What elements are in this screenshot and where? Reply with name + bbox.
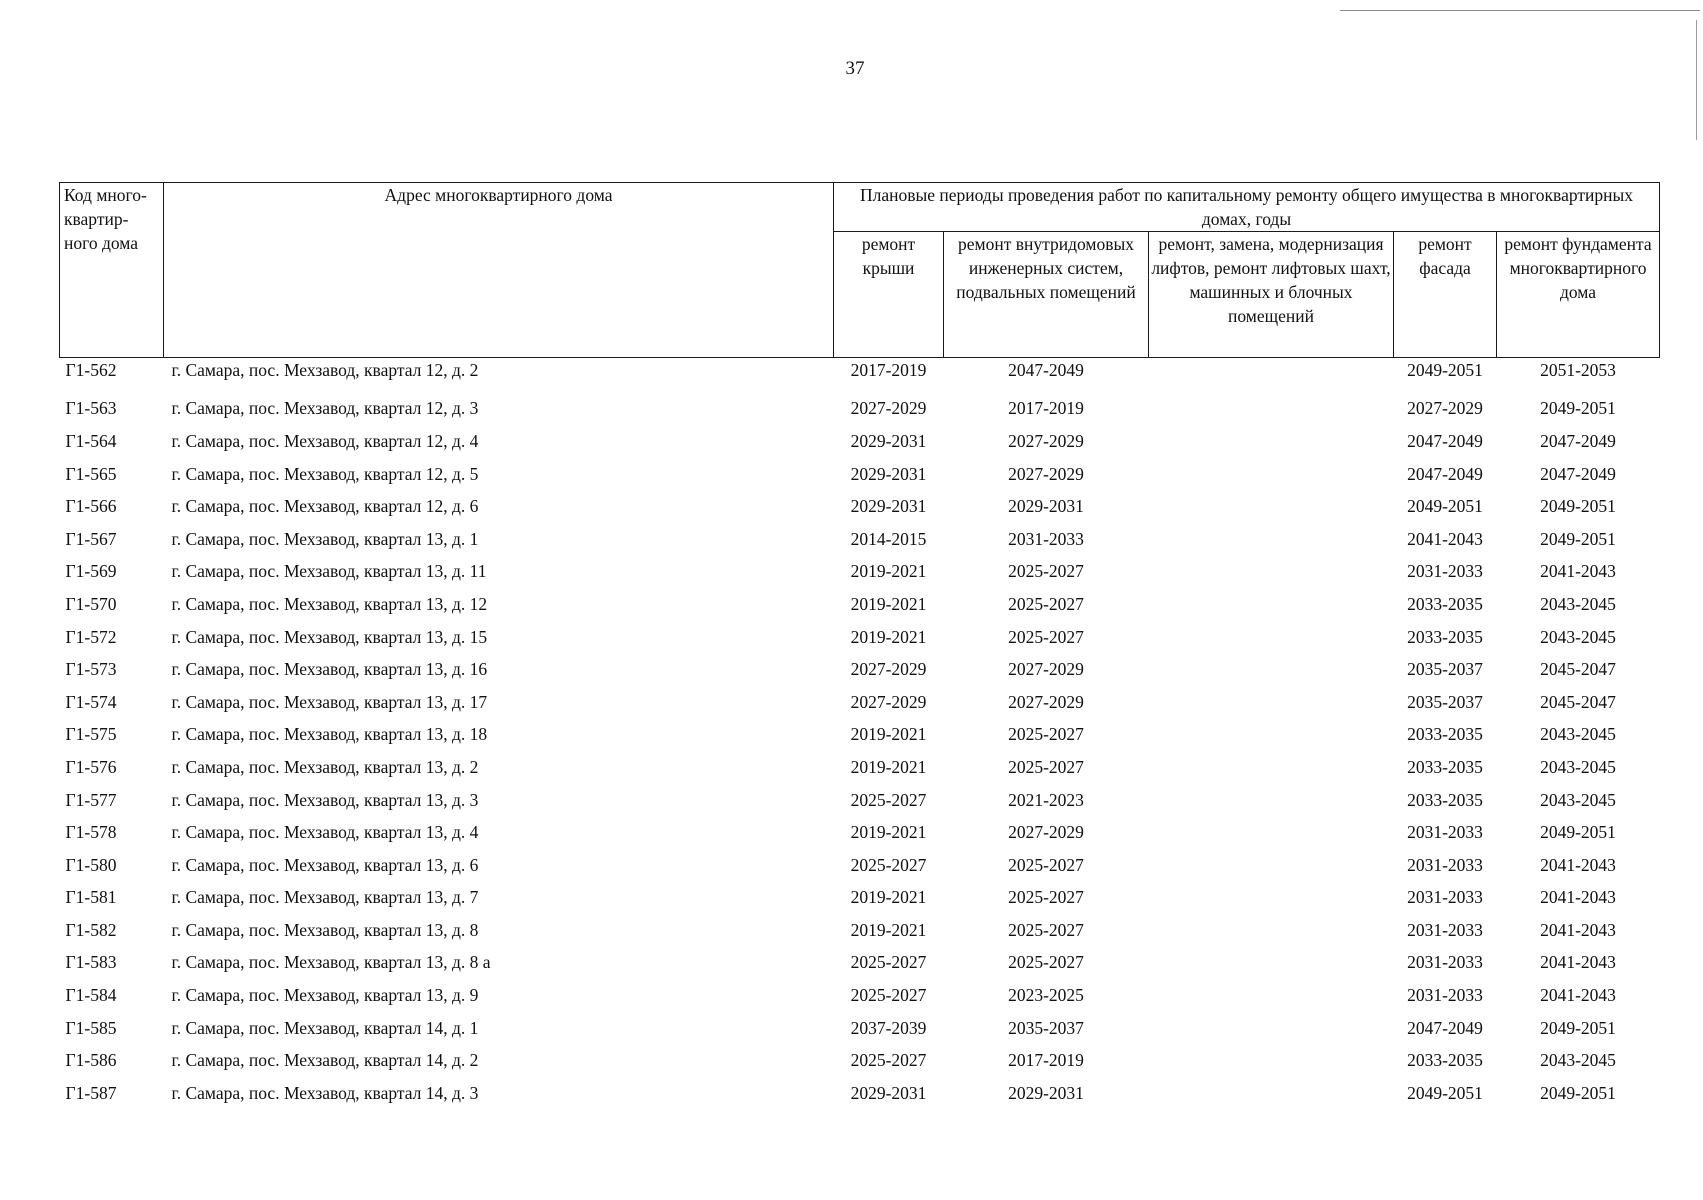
cell-facade: 2033-2035 xyxy=(1407,724,1483,745)
table-row xyxy=(60,393,1660,426)
cell-foundation: 2049-2051 xyxy=(1540,528,1616,549)
cell-facade: 2041-2043 xyxy=(1407,528,1483,549)
cell-code: Г1-583 xyxy=(65,952,117,973)
cell-lifts xyxy=(1149,751,1394,784)
cell-foundation: 2051-2053 xyxy=(1540,360,1616,380)
cell-systems: 2025-2027 xyxy=(1008,561,1084,582)
cell-code: Г1-572 xyxy=(65,626,117,647)
cell-roof: 2029-2031 xyxy=(850,496,927,517)
cell-roof: 2037-2039 xyxy=(850,1017,927,1038)
cell-code: Г1-569 xyxy=(65,561,117,582)
cell-address: г. Самара, пос. Мехзавод, квартал 13, д. 15 xyxy=(171,626,488,647)
cell-address: г. Самара, пос. Мехзавод, квартал 13, д. 2 xyxy=(171,756,479,777)
cell-systems: 2017-2019 xyxy=(1008,398,1084,419)
table-row xyxy=(60,979,1660,1012)
cell-address: г. Самара, пос. Мехзавод, квартал 13, д. 8 xyxy=(171,919,479,940)
table-row xyxy=(60,882,1660,915)
cell-facade: 2033-2035 xyxy=(1407,593,1483,614)
cell-systems: 2029-2031 xyxy=(1008,496,1084,517)
cell-roof: 2019-2021 xyxy=(850,724,927,745)
table-row xyxy=(60,490,1660,523)
cell-facade: 2049-2051 xyxy=(1407,1082,1483,1103)
table-row xyxy=(60,523,1660,556)
cell-facade: 2049-2051 xyxy=(1407,360,1483,380)
cell-roof: 2027-2029 xyxy=(850,398,927,419)
cell-facade: 2027-2029 xyxy=(1407,398,1483,419)
table-row xyxy=(60,556,1660,589)
cell-roof: 2025-2027 xyxy=(850,854,927,875)
cell-foundation: 2047-2049 xyxy=(1540,430,1616,451)
cell-code: Г1-586 xyxy=(65,1050,117,1071)
cell-facade: 2033-2035 xyxy=(1407,789,1483,810)
table-row xyxy=(60,914,1660,947)
header-periods: Плановые периоды проведения работ по капитальному ремонту общего имущества в многоквартирных домах, годы xyxy=(834,183,1660,232)
cell-lifts xyxy=(1149,947,1394,980)
cell-facade: 2031-2033 xyxy=(1407,919,1483,940)
cell-roof: 2019-2021 xyxy=(850,626,927,647)
capital-repair-table xyxy=(59,182,1660,1110)
cell-foundation: 2049-2051 xyxy=(1540,1017,1616,1038)
cell-facade: 2031-2033 xyxy=(1407,985,1483,1006)
cell-roof: 2019-2021 xyxy=(850,919,927,940)
cell-systems: 2017-2019 xyxy=(1008,1050,1084,1071)
cell-lifts xyxy=(1149,1044,1394,1077)
header-address: Адрес многоквартирного дома xyxy=(164,183,834,358)
header-code: Код много-квартир-ного дома xyxy=(60,183,164,358)
header-systems: ремонт внутридомовых инженерных систем, подвальных помещений xyxy=(944,232,1149,358)
cell-code: Г1-567 xyxy=(65,528,117,549)
cell-systems: 2025-2027 xyxy=(1008,756,1084,777)
cell-systems: 2027-2029 xyxy=(1008,822,1084,843)
cell-address: г. Самара, пос. Мехзавод, квартал 13, д. 12 xyxy=(171,593,488,614)
cell-foundation: 2041-2043 xyxy=(1540,854,1616,875)
cell-systems: 2047-2049 xyxy=(1008,360,1084,380)
cell-code: Г1-570 xyxy=(65,593,117,614)
cell-lifts xyxy=(1149,686,1394,719)
cell-systems: 2021-2023 xyxy=(1008,789,1084,810)
cell-roof: 2025-2027 xyxy=(850,952,927,973)
cell-systems: 2025-2027 xyxy=(1008,854,1084,875)
cell-code: Г1-562 xyxy=(65,360,117,380)
cell-systems: 2025-2027 xyxy=(1008,593,1084,614)
cell-code: Г1-563 xyxy=(65,398,117,419)
cell-address: г. Самара, пос. Мехзавод, квартал 14, д. 1 xyxy=(171,1017,479,1038)
cell-foundation: 2045-2047 xyxy=(1540,659,1616,680)
cell-address: г. Самара, пос. Мехзавод, квартал 12, д. 4 xyxy=(171,430,479,451)
cell-code: Г1-578 xyxy=(65,822,117,843)
cell-systems: 2027-2029 xyxy=(1008,691,1084,712)
cell-code: Г1-573 xyxy=(65,659,117,680)
cell-foundation: 2049-2051 xyxy=(1540,496,1616,517)
cell-facade: 2047-2049 xyxy=(1407,430,1483,451)
header-lifts: ремонт, замена, модернизация лифтов, ремонт лифтовых шахт, машинных и блочных помещений xyxy=(1149,232,1394,358)
cell-address: г. Самара, пос. Мехзавод, квартал 13, д. 17 xyxy=(171,691,488,712)
cell-systems: 2027-2029 xyxy=(1008,659,1084,680)
cell-lifts xyxy=(1149,719,1394,752)
cell-address: г. Самара, пос. Мехзавод, квартал 14, д. 2 xyxy=(171,1050,479,1071)
cell-lifts xyxy=(1149,523,1394,556)
header-foundation: ремонт фундамента многоквартирного дома xyxy=(1497,232,1660,358)
cell-lifts xyxy=(1149,556,1394,589)
cell-foundation: 2045-2047 xyxy=(1540,691,1616,712)
cell-address: г. Самара, пос. Мехзавод, квартал 14, д. 3 xyxy=(171,1082,479,1103)
table-row xyxy=(60,686,1660,719)
cell-roof: 2025-2027 xyxy=(850,1050,927,1071)
cell-code: Г1-582 xyxy=(65,919,117,940)
header-row-top xyxy=(60,183,1660,232)
cell-roof: 2025-2027 xyxy=(850,789,927,810)
cell-roof: 2014-2015 xyxy=(850,528,927,549)
cell-foundation: 2041-2043 xyxy=(1540,887,1616,908)
cell-lifts xyxy=(1149,653,1394,686)
table-row xyxy=(60,358,1660,393)
cell-roof: 2017-2019 xyxy=(850,360,927,380)
cell-foundation: 2043-2045 xyxy=(1540,756,1616,777)
cell-code: Г1-566 xyxy=(65,496,117,517)
cell-foundation: 2047-2049 xyxy=(1540,463,1616,484)
cell-code: Г1-564 xyxy=(65,430,117,451)
cell-systems: 2027-2029 xyxy=(1008,430,1084,451)
cell-lifts xyxy=(1149,979,1394,1012)
cell-facade: 2031-2033 xyxy=(1407,854,1483,875)
cell-systems: 2035-2037 xyxy=(1008,1017,1084,1038)
cell-facade: 2033-2035 xyxy=(1407,756,1483,777)
table-row xyxy=(60,458,1660,491)
cell-address: г. Самара, пос. Мехзавод, квартал 13, д. 11 xyxy=(171,561,487,582)
cell-lifts xyxy=(1149,490,1394,523)
cell-systems: 2027-2029 xyxy=(1008,463,1084,484)
cell-foundation: 2043-2045 xyxy=(1540,789,1616,810)
cell-code: Г1-587 xyxy=(65,1082,117,1103)
cell-address: г. Самара, пос. Мехзавод, квартал 13, д. 3 xyxy=(171,789,479,810)
cell-lifts xyxy=(1149,784,1394,817)
cell-roof: 2019-2021 xyxy=(850,887,927,908)
cell-code: Г1-575 xyxy=(65,724,117,745)
cell-lifts xyxy=(1149,1012,1394,1045)
cell-facade: 2047-2049 xyxy=(1407,463,1483,484)
cell-foundation: 2043-2045 xyxy=(1540,724,1616,745)
cell-roof: 2027-2029 xyxy=(850,659,927,680)
cell-foundation: 2043-2045 xyxy=(1540,626,1616,647)
cell-address: г. Самара, пос. Мехзавод, квартал 13, д. 16 xyxy=(171,659,488,680)
cell-facade: 2035-2037 xyxy=(1407,659,1483,680)
cell-lifts xyxy=(1149,393,1394,426)
cell-code: Г1-581 xyxy=(65,887,117,908)
cell-address: г. Самара, пос. Мехзавод, квартал 13, д. 1 xyxy=(171,528,479,549)
cell-code: Г1-565 xyxy=(65,463,117,484)
cell-facade: 2031-2033 xyxy=(1407,887,1483,908)
cell-foundation: 2049-2051 xyxy=(1540,822,1616,843)
cell-facade: 2035-2037 xyxy=(1407,691,1483,712)
table-body xyxy=(60,358,1660,1110)
cell-address: г. Самара, пос. Мехзавод, квартал 12, д. 6 xyxy=(171,496,479,517)
table-row xyxy=(60,719,1660,752)
cell-address: г. Самара, пос. Мехзавод, квартал 13, д. 9 xyxy=(171,985,479,1006)
cell-foundation: 2041-2043 xyxy=(1540,561,1616,582)
cell-facade: 2031-2033 xyxy=(1407,952,1483,973)
cell-systems: 2025-2027 xyxy=(1008,952,1084,973)
cell-address: г. Самара, пос. Мехзавод, квартал 12, д. 5 xyxy=(171,463,479,484)
cell-address: г. Самара, пос. Мехзавод, квартал 13, д. 6 xyxy=(171,854,479,875)
cell-lifts xyxy=(1149,588,1394,621)
cell-systems: 2023-2025 xyxy=(1008,985,1084,1006)
cell-foundation: 2041-2043 xyxy=(1540,985,1616,1006)
table-row xyxy=(60,751,1660,784)
header-roof: ремонт крыши xyxy=(834,232,944,358)
page-top-rule xyxy=(1340,10,1700,11)
cell-roof: 2025-2027 xyxy=(850,985,927,1006)
table-row xyxy=(60,588,1660,621)
table-row xyxy=(60,1077,1660,1110)
cell-code: Г1-585 xyxy=(65,1017,117,1038)
page-edge-rule xyxy=(1696,20,1697,140)
cell-facade: 2033-2035 xyxy=(1407,626,1483,647)
cell-systems: 2031-2033 xyxy=(1008,528,1084,549)
cell-lifts xyxy=(1149,458,1394,491)
cell-systems: 2029-2031 xyxy=(1008,1082,1084,1103)
cell-address: г. Самара, пос. Мехзавод, квартал 13, д. 8 а xyxy=(171,952,491,973)
cell-lifts xyxy=(1149,1077,1394,1110)
cell-foundation: 2049-2051 xyxy=(1540,1082,1616,1103)
cell-roof: 2027-2029 xyxy=(850,691,927,712)
table-row xyxy=(60,816,1660,849)
cell-roof: 2019-2021 xyxy=(850,593,927,614)
cell-lifts xyxy=(1149,425,1394,458)
table-header xyxy=(60,183,1660,358)
cell-systems: 2025-2027 xyxy=(1008,724,1084,745)
cell-code: Г1-574 xyxy=(65,691,117,712)
cell-facade: 2033-2035 xyxy=(1407,1050,1483,1071)
cell-facade: 2049-2051 xyxy=(1407,496,1483,517)
cell-roof: 2029-2031 xyxy=(850,430,927,451)
table-row xyxy=(60,653,1660,686)
table-row xyxy=(60,621,1660,654)
cell-roof: 2019-2021 xyxy=(850,756,927,777)
cell-address: г. Самара, пос. Мехзавод, квартал 13, д. 7 xyxy=(171,887,479,908)
cell-foundation: 2043-2045 xyxy=(1540,593,1616,614)
cell-foundation: 2043-2045 xyxy=(1540,1050,1616,1071)
cell-lifts xyxy=(1149,882,1394,915)
cell-roof: 2029-2031 xyxy=(850,463,927,484)
cell-address: г. Самара, пос. Мехзавод, квартал 13, д. 18 xyxy=(171,724,488,745)
page-number: 37 xyxy=(845,58,865,79)
cell-foundation: 2041-2043 xyxy=(1540,952,1616,973)
cell-lifts xyxy=(1149,849,1394,882)
cell-facade: 2031-2033 xyxy=(1407,822,1483,843)
cell-systems: 2025-2027 xyxy=(1008,626,1084,647)
cell-lifts xyxy=(1149,621,1394,654)
table-row xyxy=(60,425,1660,458)
cell-lifts xyxy=(1149,358,1394,393)
cell-foundation: 2041-2043 xyxy=(1540,919,1616,940)
cell-code: Г1-584 xyxy=(65,985,117,1006)
cell-roof: 2019-2021 xyxy=(850,561,927,582)
cell-address: г. Самара, пос. Мехзавод, квартал 13, д. 4 xyxy=(171,822,479,843)
cell-foundation: 2049-2051 xyxy=(1540,398,1616,419)
cell-facade: 2047-2049 xyxy=(1407,1017,1483,1038)
cell-systems: 2025-2027 xyxy=(1008,887,1084,908)
table-row xyxy=(60,947,1660,980)
table-row xyxy=(60,849,1660,882)
cell-systems: 2025-2027 xyxy=(1008,919,1084,940)
cell-code: Г1-577 xyxy=(65,789,117,810)
cell-code: Г1-580 xyxy=(65,854,117,875)
cell-address: г. Самара, пос. Мехзавод, квартал 12, д. 3 xyxy=(171,398,479,419)
cell-code: Г1-576 xyxy=(65,756,117,777)
table-row xyxy=(60,1044,1660,1077)
cell-roof: 2019-2021 xyxy=(850,822,927,843)
cell-lifts xyxy=(1149,914,1394,947)
table-row xyxy=(60,784,1660,817)
table-row xyxy=(60,1012,1660,1045)
cell-lifts xyxy=(1149,816,1394,849)
cell-address: г. Самара, пос. Мехзавод, квартал 12, д. 2 xyxy=(171,360,479,380)
cell-roof: 2029-2031 xyxy=(850,1082,927,1103)
cell-facade: 2031-2033 xyxy=(1407,561,1483,582)
header-facade: ремонт фасада xyxy=(1394,232,1497,358)
